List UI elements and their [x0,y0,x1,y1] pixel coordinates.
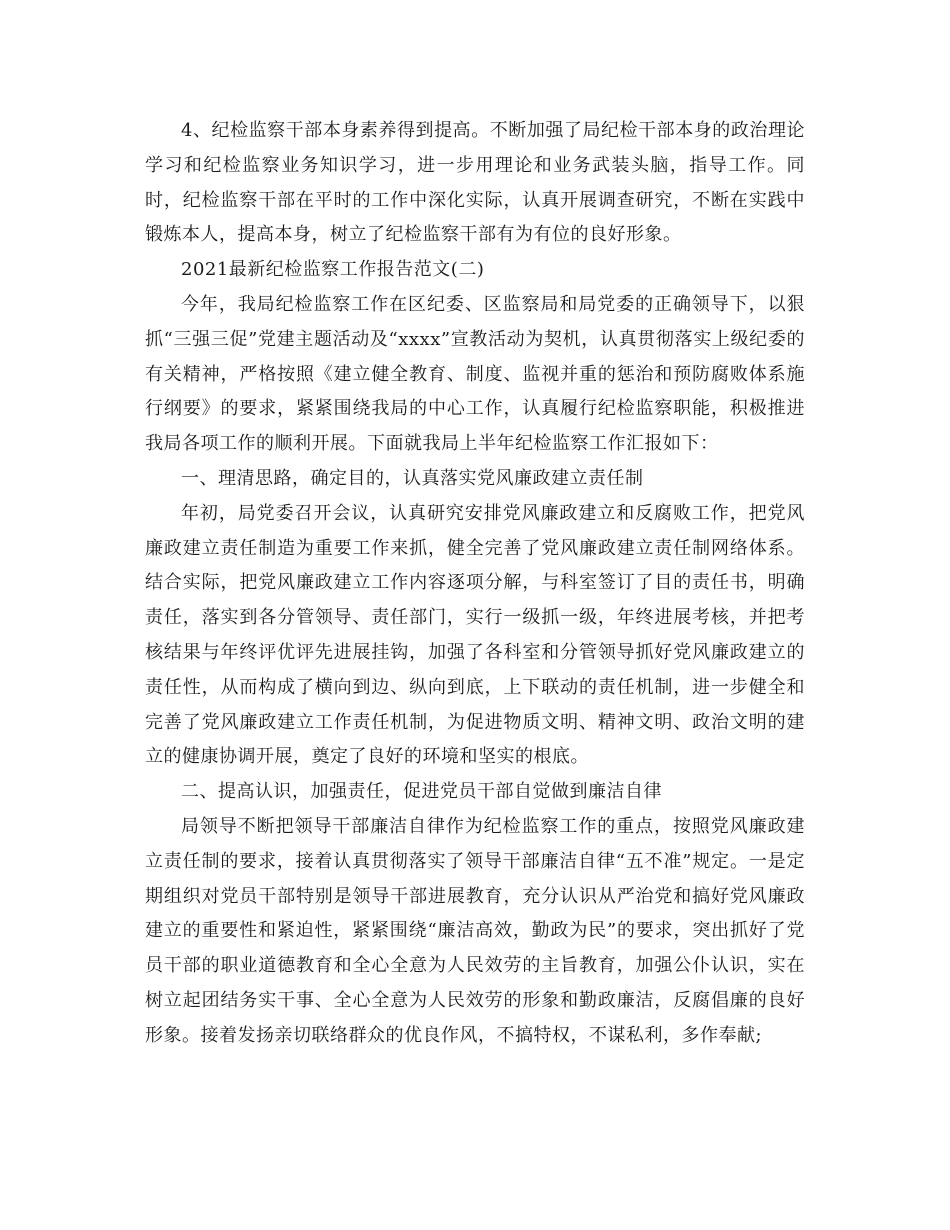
section-heading-2: 二、提高认识，加强责任，促进党员干部自觉做到廉洁自律 [181,781,662,803]
paragraph-section-2: 局领导不断把领导干部廉洁自律作为纪检监察工作的重点，按照党风廉政建立责任制的要求，接着认真贯彻落实了领导干部廉洁自律“五不准”规定。一是定期组织对党员干部特别是领导干部进展教育，充分认识从严治党和搞好党风廉政建立的重要性和紧迫性，紧紧围绕“廉洁高效，勤政为民”的要求，突出抓好了党员干部的职业道德教育和全心全意为人民效劳的主旨教育，加强公仆认识，实在树立起团结务实干事、全心全意为人民效劳的形象和勤政廉洁，反腐倡廉的良好形象。接着发扬亲切联络群众的优良作风，不搞特权，不谋私利，多作奉献; [145,815,805,1046]
paragraph-section-1: 年初，局党委召开会议，认真研究安排党风廉政建立和反腐败工作，把党风廉政建立责任制造为重要工作来抓，健全完善了党风廉政建立责任制网络体系。结合实际，把党风廉政建立工作内容逐项分解，与科室签订了目的责任书，明确责任，落实到各分管领导、责任部门，实行一级抓一级，年终进展考核，并把考核结果与年终评优评先进展挂钩，加强了各科室和分管领导抓好党风廉政建立的责任性，从而构成了横向到边、纵向到底，上下联动的责任机制，进一步健全和完善了党风廉政建立工作责任机制，为促进物质文明、精神文明、政治文明的建立的健康协调开展，奠定了良好的环境和坚实的根底。 [145,502,805,768]
document-body [145,114,805,1054]
report-subtitle: 2021最新纪检监察工作报告范文(二) [181,259,485,281]
paragraph-cadre-quality: 4、纪检监察干部本身素养得到提高。不断加强了局纪检干部本身的政治理论学习和纪检监察业务知识学习，进一步用理论和业务武装头脑，指导工作。同时，纪检监察干部在平时的工作中深化实际，认真开展调查研究，不断在实践中锻炼本人，提高本身，树立了纪检监察干部有为有位的良好形象。 [145,120,805,246]
paragraph-introduction: 今年，我局纪检监察工作在区纪委、区监察局和局党委的正确领导下，以狠抓“三强三促”党建主题活动及“xxxx”宣教活动为契机，认真贯彻落实上级纪委的有关精神，严格按照《建立健全教育、制度、监视并重的惩治和预防腐败体系施行纲要》的要求，紧紧围绕我局的中心工作，认真履行纪检监察职能，积极推进我局各项工作的顺利开展。下面就我局上半年纪检监察工作汇报如下： [145,293,805,455]
section-heading-1: 一、理清思路，确定目的，认真落实党风廉政建立责任制 [181,467,644,489]
